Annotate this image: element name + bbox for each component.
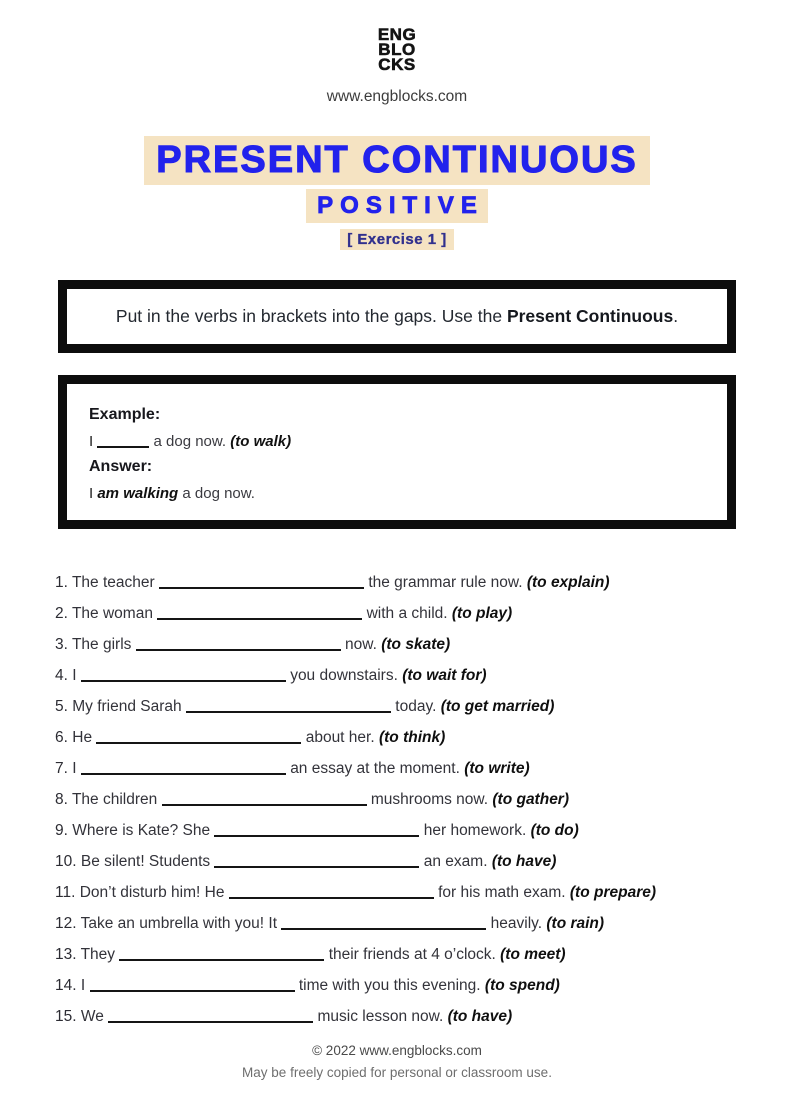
item-text-before: Take an umbrella with you! It bbox=[80, 914, 278, 932]
item-verb-hint: (to think) bbox=[378, 728, 446, 746]
item-blank-line bbox=[81, 763, 286, 775]
exercise-item bbox=[55, 728, 734, 747]
item-text-after: now. bbox=[345, 635, 377, 653]
example-sentence bbox=[89, 433, 705, 450]
item-text-after: heavily. bbox=[490, 914, 543, 932]
item-text-before: My friend Sarah bbox=[72, 697, 182, 715]
item-number: 10. bbox=[55, 852, 77, 870]
item-verb-hint: (to play) bbox=[451, 604, 513, 622]
item-blank-line bbox=[119, 949, 324, 961]
footer bbox=[0, 1043, 794, 1080]
item-number: 2. bbox=[55, 604, 68, 622]
exercise-item bbox=[55, 666, 734, 685]
item-number: 4. bbox=[55, 666, 68, 684]
item-text-before: They bbox=[80, 945, 116, 963]
example-box bbox=[58, 375, 736, 529]
item-blank-line bbox=[96, 732, 301, 744]
exercise-item bbox=[55, 821, 734, 840]
item-number: 12. bbox=[55, 914, 77, 932]
item-text-before: I bbox=[80, 976, 86, 994]
item-blank-line bbox=[214, 825, 419, 837]
item-number: 14. bbox=[55, 976, 77, 994]
exercise-label: [ Exercise 1 ] bbox=[340, 229, 454, 250]
item-text-after: an exam. bbox=[423, 852, 488, 870]
instruction-bold-text: Present Continuous bbox=[506, 305, 674, 326]
item-text-before: I bbox=[72, 666, 77, 684]
item-text-before: Be silent! Students bbox=[80, 852, 211, 870]
item-blank-line bbox=[136, 639, 341, 651]
item-number: 3. bbox=[55, 635, 68, 653]
title-block bbox=[0, 136, 794, 250]
example-heading: Example: bbox=[89, 405, 161, 423]
item-number: 9. bbox=[55, 821, 68, 839]
example-verb-hint: (to walk) bbox=[230, 432, 292, 450]
item-text-before: Where is Kate? She bbox=[72, 821, 211, 839]
license-line: May be freely copied for personal or classroom use. bbox=[242, 1065, 552, 1080]
item-verb-hint: (to meet) bbox=[500, 945, 566, 963]
item-text-after: their friends at 4 o’clock. bbox=[328, 945, 496, 963]
item-text-after: for his math exam. bbox=[438, 883, 566, 901]
item-number: 6. bbox=[55, 728, 68, 746]
item-text-before: The teacher bbox=[71, 573, 155, 591]
item-text-before: The woman bbox=[71, 604, 153, 622]
exercise-item bbox=[55, 635, 734, 654]
exercise-item bbox=[55, 883, 734, 902]
answer-verb: am walking bbox=[97, 484, 179, 502]
logo-line: BLO bbox=[378, 39, 416, 59]
website-url: www.engblocks.com bbox=[326, 87, 468, 105]
item-text-after: about her. bbox=[305, 728, 375, 746]
exercise-item bbox=[55, 573, 734, 592]
item-text-after: mushrooms now. bbox=[370, 790, 489, 808]
item-verb-hint: (to write) bbox=[464, 759, 530, 777]
example-blank-line bbox=[97, 436, 149, 448]
item-number: 15. bbox=[55, 1007, 77, 1025]
header bbox=[0, 25, 794, 106]
exercise-item bbox=[55, 697, 734, 716]
item-text-after: you downstairs. bbox=[290, 666, 398, 684]
item-blank-line bbox=[214, 856, 419, 868]
exercise-list bbox=[55, 573, 734, 1026]
answer-heading: Answer: bbox=[89, 457, 153, 475]
example-text-before: I bbox=[89, 432, 94, 450]
engblocks-logo bbox=[377, 25, 417, 74]
exercise-item bbox=[55, 1007, 734, 1026]
item-verb-hint: (to explain) bbox=[526, 573, 610, 591]
item-number: 1. bbox=[55, 573, 68, 591]
answer-text-after: a dog now. bbox=[182, 484, 255, 502]
item-text-after: time with you this evening. bbox=[298, 976, 481, 994]
item-number: 7. bbox=[55, 759, 68, 777]
exercise-item bbox=[55, 759, 734, 778]
item-text-after: music lesson now. bbox=[317, 1007, 444, 1025]
item-text-before: He bbox=[72, 728, 93, 746]
item-verb-hint: (to gather) bbox=[492, 790, 570, 808]
item-verb-hint: (to prepare) bbox=[569, 883, 657, 901]
answer-sentence bbox=[89, 485, 705, 502]
item-verb-hint: (to skate) bbox=[381, 635, 451, 653]
item-verb-hint: (to spend) bbox=[484, 976, 560, 994]
item-blank-line bbox=[162, 794, 367, 806]
item-verb-hint: (to have) bbox=[491, 852, 557, 870]
exercise-item bbox=[55, 790, 734, 809]
example-text-after: a dog now. bbox=[153, 432, 227, 450]
exercise-item bbox=[55, 604, 734, 623]
copyright-line: © 2022 www.engblocks.com bbox=[312, 1043, 482, 1058]
instruction-text: Put in the verbs in brackets into the gaps. Use the bbox=[115, 305, 507, 326]
item-blank-line bbox=[157, 608, 362, 620]
instruction-tail: . bbox=[673, 305, 679, 326]
item-text-after: her homework. bbox=[423, 821, 527, 839]
answer-text-before: I bbox=[89, 484, 94, 502]
item-text-after: today. bbox=[395, 697, 437, 715]
item-number: 13. bbox=[55, 945, 77, 963]
worksheet-title: PRESENT CONTINUOUS bbox=[144, 136, 649, 185]
item-verb-hint: (to get married) bbox=[440, 697, 555, 715]
logo-line: ENG bbox=[377, 25, 417, 44]
item-verb-hint: (to rain) bbox=[546, 914, 605, 932]
item-blank-line bbox=[108, 1011, 313, 1023]
item-text-after: the grammar rule now. bbox=[368, 573, 523, 591]
exercise-item bbox=[55, 976, 734, 995]
exercise-item bbox=[55, 914, 734, 933]
item-verb-hint: (to have) bbox=[447, 1007, 513, 1025]
item-blank-line bbox=[81, 670, 286, 682]
item-text-before: The girls bbox=[71, 635, 132, 653]
item-text-after: an essay at the moment. bbox=[290, 759, 460, 777]
item-text-after: with a child. bbox=[366, 604, 448, 622]
item-verb-hint: (to do) bbox=[530, 821, 579, 839]
item-text-before: The children bbox=[71, 790, 158, 808]
item-verb-hint: (to wait for) bbox=[402, 666, 487, 684]
instruction-box bbox=[58, 280, 736, 353]
worksheet-subtitle: POSITIVE bbox=[306, 189, 488, 223]
item-blank-line bbox=[229, 887, 434, 899]
item-text-before: Don’t disturb him! He bbox=[79, 883, 225, 901]
exercise-item bbox=[55, 852, 734, 871]
item-text-before: We bbox=[80, 1007, 104, 1025]
exercise-item bbox=[55, 945, 734, 964]
item-number: 11. bbox=[55, 883, 76, 901]
item-blank-line bbox=[90, 980, 295, 992]
item-blank-line bbox=[281, 918, 486, 930]
logo-line: CKS bbox=[378, 54, 416, 74]
item-number: 5. bbox=[55, 697, 68, 715]
item-blank-line bbox=[159, 577, 364, 589]
item-number: 8. bbox=[55, 790, 68, 808]
item-text-before: I bbox=[72, 759, 77, 777]
item-blank-line bbox=[186, 701, 391, 713]
